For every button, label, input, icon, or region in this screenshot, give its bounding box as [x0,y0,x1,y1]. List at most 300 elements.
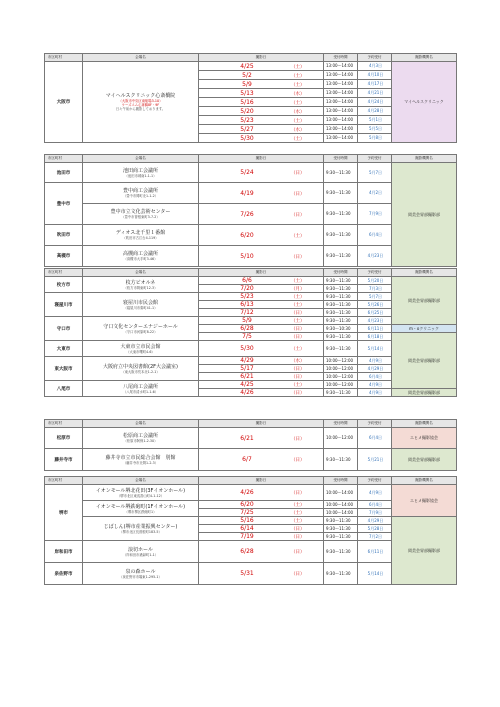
date-cell [199,485,324,501]
weekday-value: （日） [291,367,305,372]
venue-address: （守口市河原町8-22） [123,329,158,334]
reserve-cell: 6月18日 [358,333,392,341]
venue-cell [83,62,199,143]
date-value: 7/19 [240,533,254,540]
city-cell: 堺市 [45,485,83,541]
city-cell: 岸和田市 [45,541,83,563]
weekday-value: （日） [291,375,305,380]
date-cell [199,116,324,125]
weekday-value: （土） [291,347,305,352]
weekday-value: （土） [291,295,305,300]
venue-name: 寝屋川市民会館 [122,299,158,306]
date-cell [199,325,324,333]
org-cell: 岡美会胃部撮影部 [392,389,457,397]
date-cell [199,533,324,541]
header-venue: 会場名 [83,420,199,428]
date-value: 4/26 [240,489,254,496]
time-cell: 9:30～11:30 [324,541,358,563]
venue-name: 守口文化センターエナジーホール [103,323,178,330]
date-value: 4/19 [240,189,254,197]
date-value: 7/12 [240,309,254,316]
header-city: 市区町村 [45,420,83,428]
reserve-cell: 5月28日 [358,525,392,533]
venue-name: 浪切ホール [128,546,153,553]
date-value: 5/17 [240,365,254,372]
weekday-value: （土） [291,319,305,324]
venue-name: 泉の森ホール [125,568,156,575]
weekday-value: （日） [291,550,305,555]
reserve-cell: 4月23日 [358,317,392,325]
weekday-value: （土） [291,383,305,388]
reserve-cell: 4月29日 [358,365,392,373]
date-value: 5/27 [240,125,254,133]
venue-address: （泉佐野市市場東1-295-1） [119,574,162,579]
time-cell: 9:30～11:30 [324,341,358,357]
date-cell [199,89,324,98]
time-cell: 9:30～11:30 [324,301,358,309]
reserve-cell: 5月14日 [358,563,392,585]
date-value: 5/23 [240,116,254,124]
section-north-table [44,154,457,267]
date-cell [199,80,324,89]
time-cell: 10:00～14:00 [324,485,358,501]
date-value: 6/21 [240,434,254,442]
venue-note: 日々午前から撮影しております。 [115,107,166,111]
venue-cell [83,563,199,585]
header-org: 撮影機関名 [392,54,457,62]
time-cell: 13:00～14:00 [324,134,358,143]
venue-address: （松原市阿保1-2-30） [123,439,158,443]
city-cell: 泉佐野市 [45,563,83,585]
header-row [45,420,457,428]
venue-name: 枚方ビオルネ [125,279,156,286]
venue-cell [83,293,199,317]
venue-name: じばしん(堺市産業振興センター) [103,523,178,530]
date-value: 7/25 [240,509,254,516]
time-cell: 9:30～11:30 [324,449,358,471]
venue-name: 藤井寺市立市民総合会館 別館 [105,454,176,461]
date-cell [199,365,324,373]
reserve-cell: 5月21日 [358,449,392,471]
venue-name: 高槻商工会議所 [122,251,158,257]
time-cell: 13:00～14:00 [324,62,358,71]
weekday-value: （土） [291,503,305,508]
time-cell: 9:30～11:30 [324,183,358,204]
reserve-cell: 4月9日 [358,381,392,389]
city-cell: 大阪市 [45,62,83,143]
venue-address: （堺市北区長曽根町183-5） [119,529,162,534]
table-row [45,277,457,285]
weekday-value: （水） [291,359,305,364]
header-reserve: 予約受付 [358,155,392,163]
date-value: 5/13 [240,89,254,97]
table-row [45,163,457,183]
weekday-value: （日） [291,311,305,316]
weekday-value: （日） [291,491,305,496]
reserve-cell: 4月24日 [358,98,392,107]
city-cell: 松原市 [45,428,83,449]
weekday-value: （日） [291,254,305,260]
reserve-cell: 4月29日 [358,517,392,525]
date-cell [199,107,324,116]
table-row [45,485,457,501]
time-cell: 9:30～11:30 [324,525,358,533]
header-date: 撮影日 [199,54,324,62]
date-cell [199,381,324,389]
header-reserve: 予約受付 [358,269,392,277]
date-cell [199,389,324,397]
header-reserve: 予約受付 [358,420,392,428]
date-cell [199,509,324,517]
date-cell [199,541,324,563]
venue-address: （豊中市曽根東町3-7-2） [121,215,160,219]
time-cell: 9:30～11:30 [324,225,358,246]
date-cell [199,449,324,471]
venue-name: 池田商工会議所 [122,167,158,174]
date-value: 7/26 [240,210,254,218]
header-venue: 会場名 [83,477,199,485]
weekday-value: （日） [291,335,305,340]
city-cell: 寝屋川市 [45,293,83,317]
date-cell [199,501,324,509]
date-cell [199,134,324,143]
org-cell: 岡美会胃部撮影部 [392,517,457,585]
date-cell [199,225,324,246]
date-cell [199,428,324,449]
time-cell: 9:30～11:30 [324,277,358,285]
venue-name: イオンモール堺北花田(3Fイオンホール) [95,487,186,494]
city-cell: 池田市 [45,163,83,183]
date-cell [199,373,324,381]
header-venue: 会場名 [83,155,199,163]
date-value: 4/26 [240,389,254,396]
time-cell: 9:30～11:30 [324,285,358,293]
venue-address: （東大阪市荒本北1-2-1） [121,369,160,374]
venue-name: 松原商工会議所 [122,433,158,439]
time-cell: 13:00～14:00 [324,116,358,125]
venue-cell [83,317,199,341]
header-row [45,477,457,485]
weekday-value: （日） [291,535,305,540]
time-cell: 9:30～11:30 [324,333,358,341]
venue-name: マイヘルスクリニック心斎橋院 [105,93,176,99]
section-south-table [44,419,457,471]
date-cell [199,98,324,107]
header-row [45,269,457,277]
venue-cell [83,428,199,449]
city-cell: 東大阪市 [45,357,83,381]
time-cell: 13:00～14:00 [324,107,358,116]
weekday-value: （水） [291,109,305,115]
venue-address: （寝屋川市秦町41-1） [123,305,158,310]
section-osaka-table [44,53,457,143]
date-value: 6/21 [240,373,254,380]
reserve-cell: 4月2日 [358,183,392,204]
venue-cell [83,246,199,267]
org-cell: 岡美会胃部撮影部 [392,277,457,325]
weekday-value: （日） [291,327,305,332]
header-date: 撮影日 [199,269,324,277]
venue-cell [83,541,199,563]
reserve-cell: 5月20日 [358,277,392,285]
venue-cell [83,341,199,357]
reserve-cell: 5月1日 [358,116,392,125]
date-cell [199,204,324,225]
table-row [45,428,457,449]
date-cell [199,125,324,134]
reserve-cell: 5月26日 [358,301,392,309]
weekday-value: （日） [291,572,305,577]
time-cell: 9:30～11:30 [324,533,358,541]
date-value: 6/6 [242,277,252,284]
venue-cell [83,485,199,501]
date-value: 5/10 [240,252,254,260]
header-city: 市区町村 [45,54,83,62]
date-cell [199,277,324,285]
header-time: 受付時間 [324,155,358,163]
date-value: 5/24 [240,169,254,176]
venue-name: 大東市立市民会館 [120,343,161,350]
weekday-value: （日） [291,527,305,532]
header-time: 受付時間 [324,54,358,62]
date-cell [199,301,324,309]
date-value: 5/16 [240,98,254,106]
weekday-value: （月） [291,287,305,292]
date-value: 4/29 [240,357,254,364]
table-row [45,62,457,71]
time-cell: 9:30～11:30 [324,563,358,585]
venue-cell [83,204,199,225]
header-venue: 会場名 [83,54,199,62]
reserve-cell: 6月11日 [358,325,392,333]
venue-name: ディオス北千里１番館 [115,230,166,236]
time-cell: 9:30～11:30 [324,389,358,397]
time-cell: 13:00～14:00 [324,89,358,98]
date-value: 6/14 [240,525,254,532]
header-org: 撮影機関名 [392,477,457,485]
weekday-value: （土） [291,136,305,142]
org-cell: エヒメ撮影協会 [392,428,457,449]
date-value: 6/28 [240,325,254,332]
venue-address: （高槻市大手町3-46） [123,257,158,261]
reserve-cell: 7月9日 [358,204,392,225]
weekday-value: （日） [291,212,305,218]
venue-address: （大東市曙町4-6） [126,349,155,354]
venue-cell [83,225,199,246]
date-cell [199,357,324,365]
header-venue: 会場名 [83,269,199,277]
date-cell [199,333,324,341]
org-cell: 岡美会胃部撮影部 [392,333,457,389]
date-cell [199,317,324,325]
org-cell: マイヘルスクリニック [392,62,457,143]
reserve-cell: 5月8日 [358,134,392,143]
time-cell: 9:30～11:30 [324,163,358,183]
time-cell: 9:30～10:30 [324,325,358,333]
header-city: 市区町村 [45,477,83,485]
date-value: 6/20 [240,501,254,508]
date-value: 5/9 [242,80,252,88]
section-senshu-table [44,476,457,585]
reserve-cell: 6月4日 [358,373,392,381]
date-value: 6/28 [240,548,254,555]
reserve-cell: 6月11日 [358,541,392,563]
header-org: 撮影機関名 [392,155,457,163]
venue-address: （吹田市古江台4-119） [122,236,159,240]
time-cell: 9:30～11:30 [324,246,358,267]
time-cell: 10:00～12:00 [324,381,358,389]
venue-address: （枚方市岡東町12-3） [123,285,158,290]
date-value: 7/20 [240,285,254,292]
venue-name: 八尾商工会議所 [122,383,158,390]
reserve-cell: 4月3日 [358,62,392,71]
date-cell [199,517,324,525]
venue-address: （藤井寺市北岡1-2-3） [122,460,159,465]
reserve-cell: 4月9日 [358,485,392,501]
table-row [45,449,457,471]
date-value: 4/25 [240,381,254,388]
time-cell: 13:00～14:00 [324,125,358,134]
header-city: 市区町村 [45,269,83,277]
weekday-value: （土） [291,233,305,239]
weekday-value: （土） [291,303,305,308]
reserve-cell: 5月5日 [358,125,392,134]
weekday-value: （土） [291,279,305,284]
header-org: 撮影機関名 [392,420,457,428]
reserve-cell: 6月4日 [358,501,392,509]
reserve-cell: 4月28日 [358,107,392,116]
venue-name: 大阪府立中央図書館(2F大会議室) [103,363,178,370]
time-cell: 10:00～12:00 [324,365,358,373]
time-cell: 9:30～11:30 [324,293,358,301]
venue-cell [83,277,199,293]
city-cell: 守口市 [45,317,83,341]
date-value: 5/23 [240,293,254,300]
header-org: 撮影機関名 [392,269,457,277]
date-value: 5/30 [240,134,254,142]
weekday-value: （土） [291,64,305,70]
city-cell: 吹田市 [45,225,83,246]
date-cell [199,62,324,71]
venue-address: （八尾市清水町1-1-6） [122,389,159,394]
time-cell: 9:30～11:30 [324,204,358,225]
time-cell: 9:30～11:30 [324,517,358,525]
time-cell: 9:30～11:30 [324,309,358,317]
venue-address: （池田市城南1-1-1） [124,173,157,178]
weekday-value: （日） [291,171,305,176]
time-cell: 10:00～14:00 [324,509,358,517]
reserve-cell: 4月9日 [358,357,392,365]
venue-name: 豊中市立文化芸術センター [110,209,171,215]
venue-cell [83,501,199,517]
reserve-cell: 7月3日 [358,285,392,293]
org-cell: m・oクリニック [392,325,457,333]
reserve-cell: 4月17日 [358,80,392,89]
reserve-cell: 4月9日 [358,389,392,397]
time-cell: 13:00～14:00 [324,80,358,89]
venue-cell [83,163,199,183]
table-row [45,517,457,525]
venue-name: 豊中商工会議所 [122,188,158,194]
reserve-cell: 5月7日 [358,163,392,183]
date-value: 5/30 [240,345,254,352]
venue-cell [83,183,199,204]
org-cell: エヒメ撮影協会 [392,485,457,517]
reserve-cell: 4月21日 [358,89,392,98]
date-cell [199,293,324,301]
header-reserve: 予約受付 [358,54,392,62]
venue-address: （岸和田市港緑町1-1） [122,552,159,557]
org-cell: 岡美会胃部撮影部 [392,163,457,267]
date-value: 4/25 [240,62,254,70]
venue-cell [83,517,199,541]
date-value: 5/20 [240,107,254,115]
venue-address: （大阪市中央区南船場3-10） [118,99,163,103]
header-row [45,54,457,62]
reserve-cell: 7月2日 [358,533,392,541]
time-cell: 10:00～12:00 [324,357,358,365]
venue-cell [83,449,199,471]
venue-cell [83,381,199,397]
weekday-value: （土） [291,519,305,524]
date-value: 6/20 [240,231,254,239]
header-time: 受付時間 [324,420,358,428]
city-cell: 大東市 [45,341,83,357]
date-cell [199,341,324,357]
weekday-value: （土） [291,511,305,516]
date-cell [199,309,324,317]
city-cell: 高槻市 [45,246,83,267]
date-cell [199,71,324,80]
reserve-cell: 4月10日 [358,71,392,80]
venue-cell [83,357,199,381]
org-cell: 岡美会胃部撮影部 [392,449,457,471]
reserve-cell: 6月4日 [358,428,392,449]
weekday-value: （日） [291,458,305,463]
reserve-cell: 5月7日 [358,293,392,301]
date-value: 5/16 [240,517,254,524]
reserve-cell: 4月23日 [358,246,392,267]
venue-floor: ケーズエム心斎橋8F・9F [121,103,160,107]
city-cell: 八尾市 [45,381,83,397]
header-date: 撮影日 [199,155,324,163]
weekday-value: （土） [291,73,305,79]
date-value: 6/7 [242,456,252,463]
date-value: 6/13 [240,301,254,308]
date-cell [199,246,324,267]
header-row [45,155,457,163]
weekday-value: （土） [291,82,305,88]
header-time: 受付時間 [324,477,358,485]
weekday-value: （土） [291,100,305,106]
header-time: 受付時間 [324,269,358,277]
reserve-cell: 7月9日 [358,509,392,517]
header-date: 撮影日 [199,420,324,428]
weekday-value: （日） [291,436,305,442]
date-cell [199,183,324,204]
time-cell: 13:00～14:00 [324,71,358,80]
weekday-value: （水） [291,91,305,97]
date-value: 7/5 [242,333,252,340]
city-cell: 枚方市 [45,277,83,293]
date-cell [199,163,324,183]
venue-address: （堺市堺区鉄砲町1） [124,509,157,514]
reserve-cell: 6月4日 [358,225,392,246]
weekday-value: （水） [291,127,305,133]
venue-address: （堺市北区東浅香山町4-1-12） [116,493,165,498]
city-cell: 藤井寺市 [45,449,83,471]
date-cell [199,563,324,585]
